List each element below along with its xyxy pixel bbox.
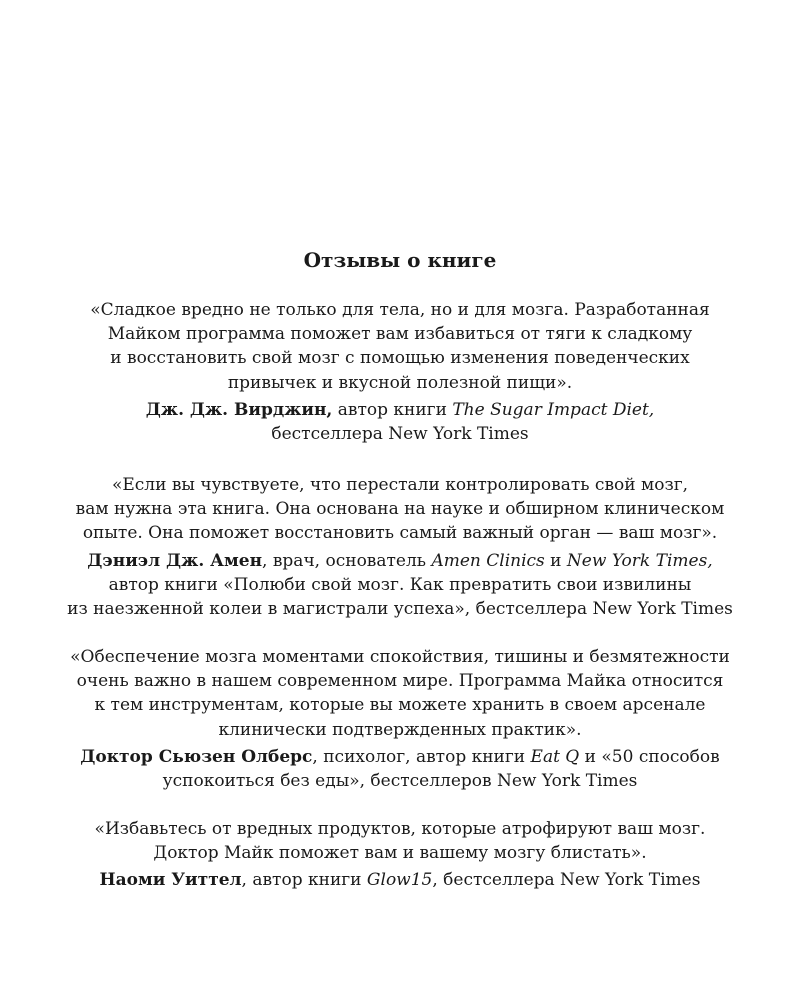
quote-line: и восстановить свой мозг с помощью изменения поведенческих — [110, 348, 690, 369]
review-attribution — [0, 745, 800, 793]
review-4 — [0, 817, 800, 893]
quote-line: «Избавьтесь от вредных продуктов, которые атрофируют ваш мозг. — [94, 819, 706, 839]
book-title: Eat Q — [530, 746, 580, 767]
author-name: Дж. Дж. Вирджин, — [145, 399, 333, 420]
review-attribution — [0, 398, 800, 446]
review-quote — [0, 817, 800, 865]
attribution-line — [0, 549, 800, 573]
quote-line: к тем инструментам, которые вы можете хранить в своем арсенале — [94, 695, 706, 716]
quote-line: опыте. Она поможет восстановить самый важный орган — ваш мозг». — [82, 523, 718, 544]
review-quote — [0, 298, 800, 395]
quote-line: «Сладкое вредно не только для тела, но и для мозга. Разработанная — [90, 300, 710, 320]
attribution-line — [0, 398, 800, 422]
quote-line: Доктор Майк поможет вам и вашему мозгу блистать». — [153, 843, 647, 864]
review-1 — [0, 298, 800, 446]
author-name: Дэниэл Дж. Амен — [87, 550, 263, 571]
quote-line: вам нужна эта книга. Она основана на науке и обширном клиническом — [75, 499, 725, 520]
review-quote — [0, 473, 800, 546]
quote-line: Майком программа поможет вам избавиться от тяги к сладкому — [107, 324, 693, 345]
attribution-line: автор книги «Полюби свой мозг. Как превратить свои извилины — [108, 574, 692, 595]
author-name: Наоми Уиттел — [99, 870, 242, 891]
attribution-text: и «50 способов — [579, 746, 720, 767]
attribution-line: бестселлера New York Times — [271, 424, 529, 445]
review-quote — [0, 645, 800, 742]
quote-line: «Обеспечение мозга моментами спокойствия, тишины и безмятежности — [70, 647, 730, 667]
attribution-line: из наезженной колеи в магистрали успеха», бестселлера New York Times — [67, 599, 733, 620]
author-name: Доктор Сьюзен Олберс — [80, 746, 313, 767]
review-3 — [0, 645, 800, 793]
review-2 — [0, 473, 800, 621]
attribution-text: , бестселлера New York Times — [432, 870, 701, 891]
quote-line: «Если вы чувствуете, что перестали контролировать свой мозг, — [111, 475, 689, 495]
organization-name: Amen Clinics — [431, 550, 545, 571]
review-attribution — [0, 868, 800, 892]
page-title: Отзывы о книге — [303, 248, 497, 272]
quote-line: клинически подтвержденных практик». — [218, 719, 582, 740]
attribution-text: , автор книги — [241, 870, 367, 891]
book-title: The Sugar Impact Diet, — [452, 399, 655, 420]
organization-name: New York Times, — [566, 550, 713, 571]
attribution-text: и — [544, 550, 567, 571]
attribution-line — [0, 868, 800, 892]
attribution-text: автор книги — [332, 399, 453, 420]
review-attribution — [0, 549, 800, 622]
quote-line: очень важно в нашем современном мире. Программа Майка относится — [76, 671, 724, 692]
attribution-text: , врач, основатель — [262, 550, 432, 571]
quote-line: привычек и вкусной полезной пищи». — [227, 372, 573, 393]
book-title: Glow15 — [366, 870, 433, 891]
attribution-line — [0, 745, 800, 769]
attribution-text: , психолог, автор книги — [312, 746, 531, 767]
attribution-line: успокоиться без еды», бестселлеров New York Times — [162, 771, 638, 792]
